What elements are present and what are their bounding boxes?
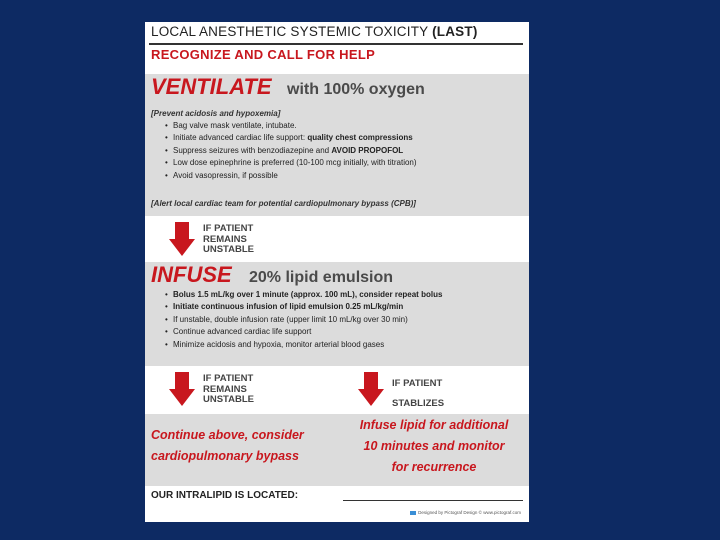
infuse-heading-rest: 20% lipid emulsion (249, 269, 394, 286)
down-arrow-icon (169, 222, 195, 256)
arrow-label-stablizes: IF PATIENT STABLIZES (392, 378, 445, 409)
list-item: • Avoid vasopressin, if possible (165, 170, 417, 182)
ventilate-note-top: [Prevent acidosis and hypoxemia] (151, 109, 281, 118)
infuse-panel (145, 262, 529, 366)
arrow-label-unstable-1: IF PATIENT REMAINS UNSTABLE (203, 223, 255, 255)
title-divider (149, 43, 523, 45)
list-item: • If unstable, double infusion rate (upper limit 10 mL/kg over 30 min) (165, 314, 442, 326)
list-item: • Low dose epinephrine is preferred (10-100 mcg initially, with titration) (165, 157, 417, 169)
ventilate-heading: VENTILATE (151, 74, 272, 99)
poster-subtitle: RECOGNIZE AND CALL FOR HELP (151, 47, 376, 62)
down-arrow-icon (169, 372, 195, 406)
poster-title: LOCAL ANESTHETIC SYSTEMIC TOXICITY (LAST) (151, 24, 478, 39)
infuse-monitor-text: Infuse lipid for additional 10 minutes and monitor for recurrence (359, 418, 509, 474)
last-poster (145, 22, 529, 522)
list-item: • Minimize acidosis and hypoxia, monitor arterial blood gases (165, 339, 442, 351)
ventilate-heading-rest: with 100% oxygen (287, 81, 425, 98)
infuse-heading: INFUSE (151, 262, 232, 287)
ventilate-note-bottom: [Alert local cardiac team for potential cardiopulmonary bypass (CPB)] (151, 199, 416, 208)
list-item: • Initiate advanced cardiac life support: quality chest compressions (165, 132, 417, 144)
outcome-panel (145, 414, 529, 486)
list-item: • Continue advanced cardiac life support (165, 326, 442, 338)
down-arrow-icon (358, 372, 384, 406)
ventilate-panel (145, 74, 529, 216)
list-item: • Bolus 1.5 mL/kg over 1 minute (approx. 100 mL), consider repeat bolus (165, 289, 442, 301)
intralipid-location-label: OUR INTRALIPID IS LOCATED: (151, 490, 299, 501)
arrow-label-unstable-2: IF PATIENT REMAINS UNSTABLE (203, 373, 255, 405)
pictograf-logo-icon (410, 511, 416, 515)
list-item: • Suppress seizures with benzodiazepine and AVOID PROPOFOL (165, 145, 417, 157)
ventilate-bullet-list (165, 120, 417, 182)
infuse-bullet-list (165, 289, 442, 351)
location-fill-line (343, 500, 523, 501)
list-item: • Bag valve mask ventilate, intubate. (165, 120, 417, 132)
designer-credit: Designed by Pictograf Design © www.pictograf.com (410, 510, 521, 515)
list-item: • Initiate continuous infusion of lipid emulsion 0.25 mL/kg/min (165, 301, 442, 313)
continue-bypass-text: Continue above, consider cardiopulmonary bypass (151, 428, 304, 463)
